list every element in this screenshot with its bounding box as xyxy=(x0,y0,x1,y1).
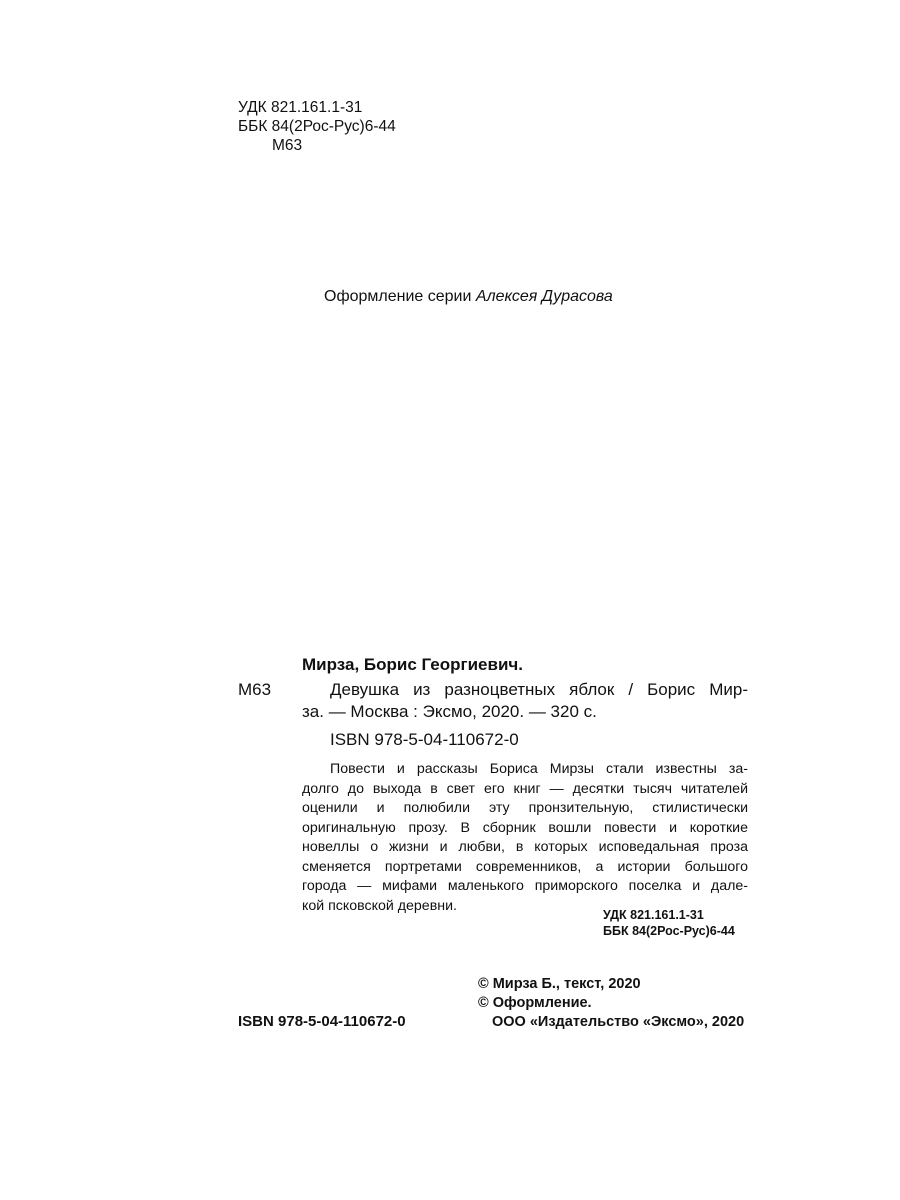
catalog-bbk: ББК 84(2Рос-Рус)6-44 xyxy=(603,924,735,938)
series-design-label: Оформление серии xyxy=(324,288,472,305)
annotation-line: сменяется портретами современников, а истории большого xyxy=(302,858,748,875)
catalog-title-line: Девушка из разноцветных яблок / Борис Мир- xyxy=(330,680,748,699)
annotation xyxy=(302,760,748,916)
footer-isbn: ISBN 978-5-04-110672-0 xyxy=(238,1013,406,1030)
bbk-code: ББК 84(2Рос-Рус)6-44 xyxy=(238,118,396,135)
annotation-line: Повести и рассказы Бориса Мирзы стали известны за- xyxy=(330,761,748,777)
annotation-line: кой псковской деревни. xyxy=(302,897,457,914)
copyright-line: © Мирза Б., текст, 2020 xyxy=(478,976,641,992)
annotation-line: города — мифами маленького приморского поселка и дале- xyxy=(302,878,748,894)
series-designer-name: Алексея Дурасова xyxy=(475,288,613,305)
catalog-author-mark: М63 xyxy=(238,680,272,699)
catalog-title-block xyxy=(302,679,748,723)
annotation-line: долго до выхода в свет его книг — десятки тысяч читателей xyxy=(302,780,748,797)
annotation-line: оценили и полюбили эту пронзительную, стилистически xyxy=(302,800,748,816)
copyright-line: © Оформление. xyxy=(478,995,592,1011)
annotation-line: оригинальную прозу. В сборник вошли повести и короткие xyxy=(302,819,748,836)
catalog-isbn: ISBN 978-5-04-110672-0 xyxy=(330,730,519,749)
series-design-credit xyxy=(324,288,613,306)
annotation-line: новеллы о жизни и любви, в которых исповедальная проза xyxy=(302,839,748,855)
catalog-udk: УДК 821.161.1-31 xyxy=(603,908,704,922)
author-mark: М63 xyxy=(272,137,303,154)
copyright-line: ООО «Издательство «Эксмо», 2020 xyxy=(492,1014,745,1030)
catalog-author-heading: Мирза, Борис Георгиевич. xyxy=(302,655,523,674)
catalog-title-line: за. — Москва : Эксмо, 2020. — 320 с. xyxy=(302,702,597,721)
udk-code: УДК 821.161.1-31 xyxy=(238,99,363,116)
